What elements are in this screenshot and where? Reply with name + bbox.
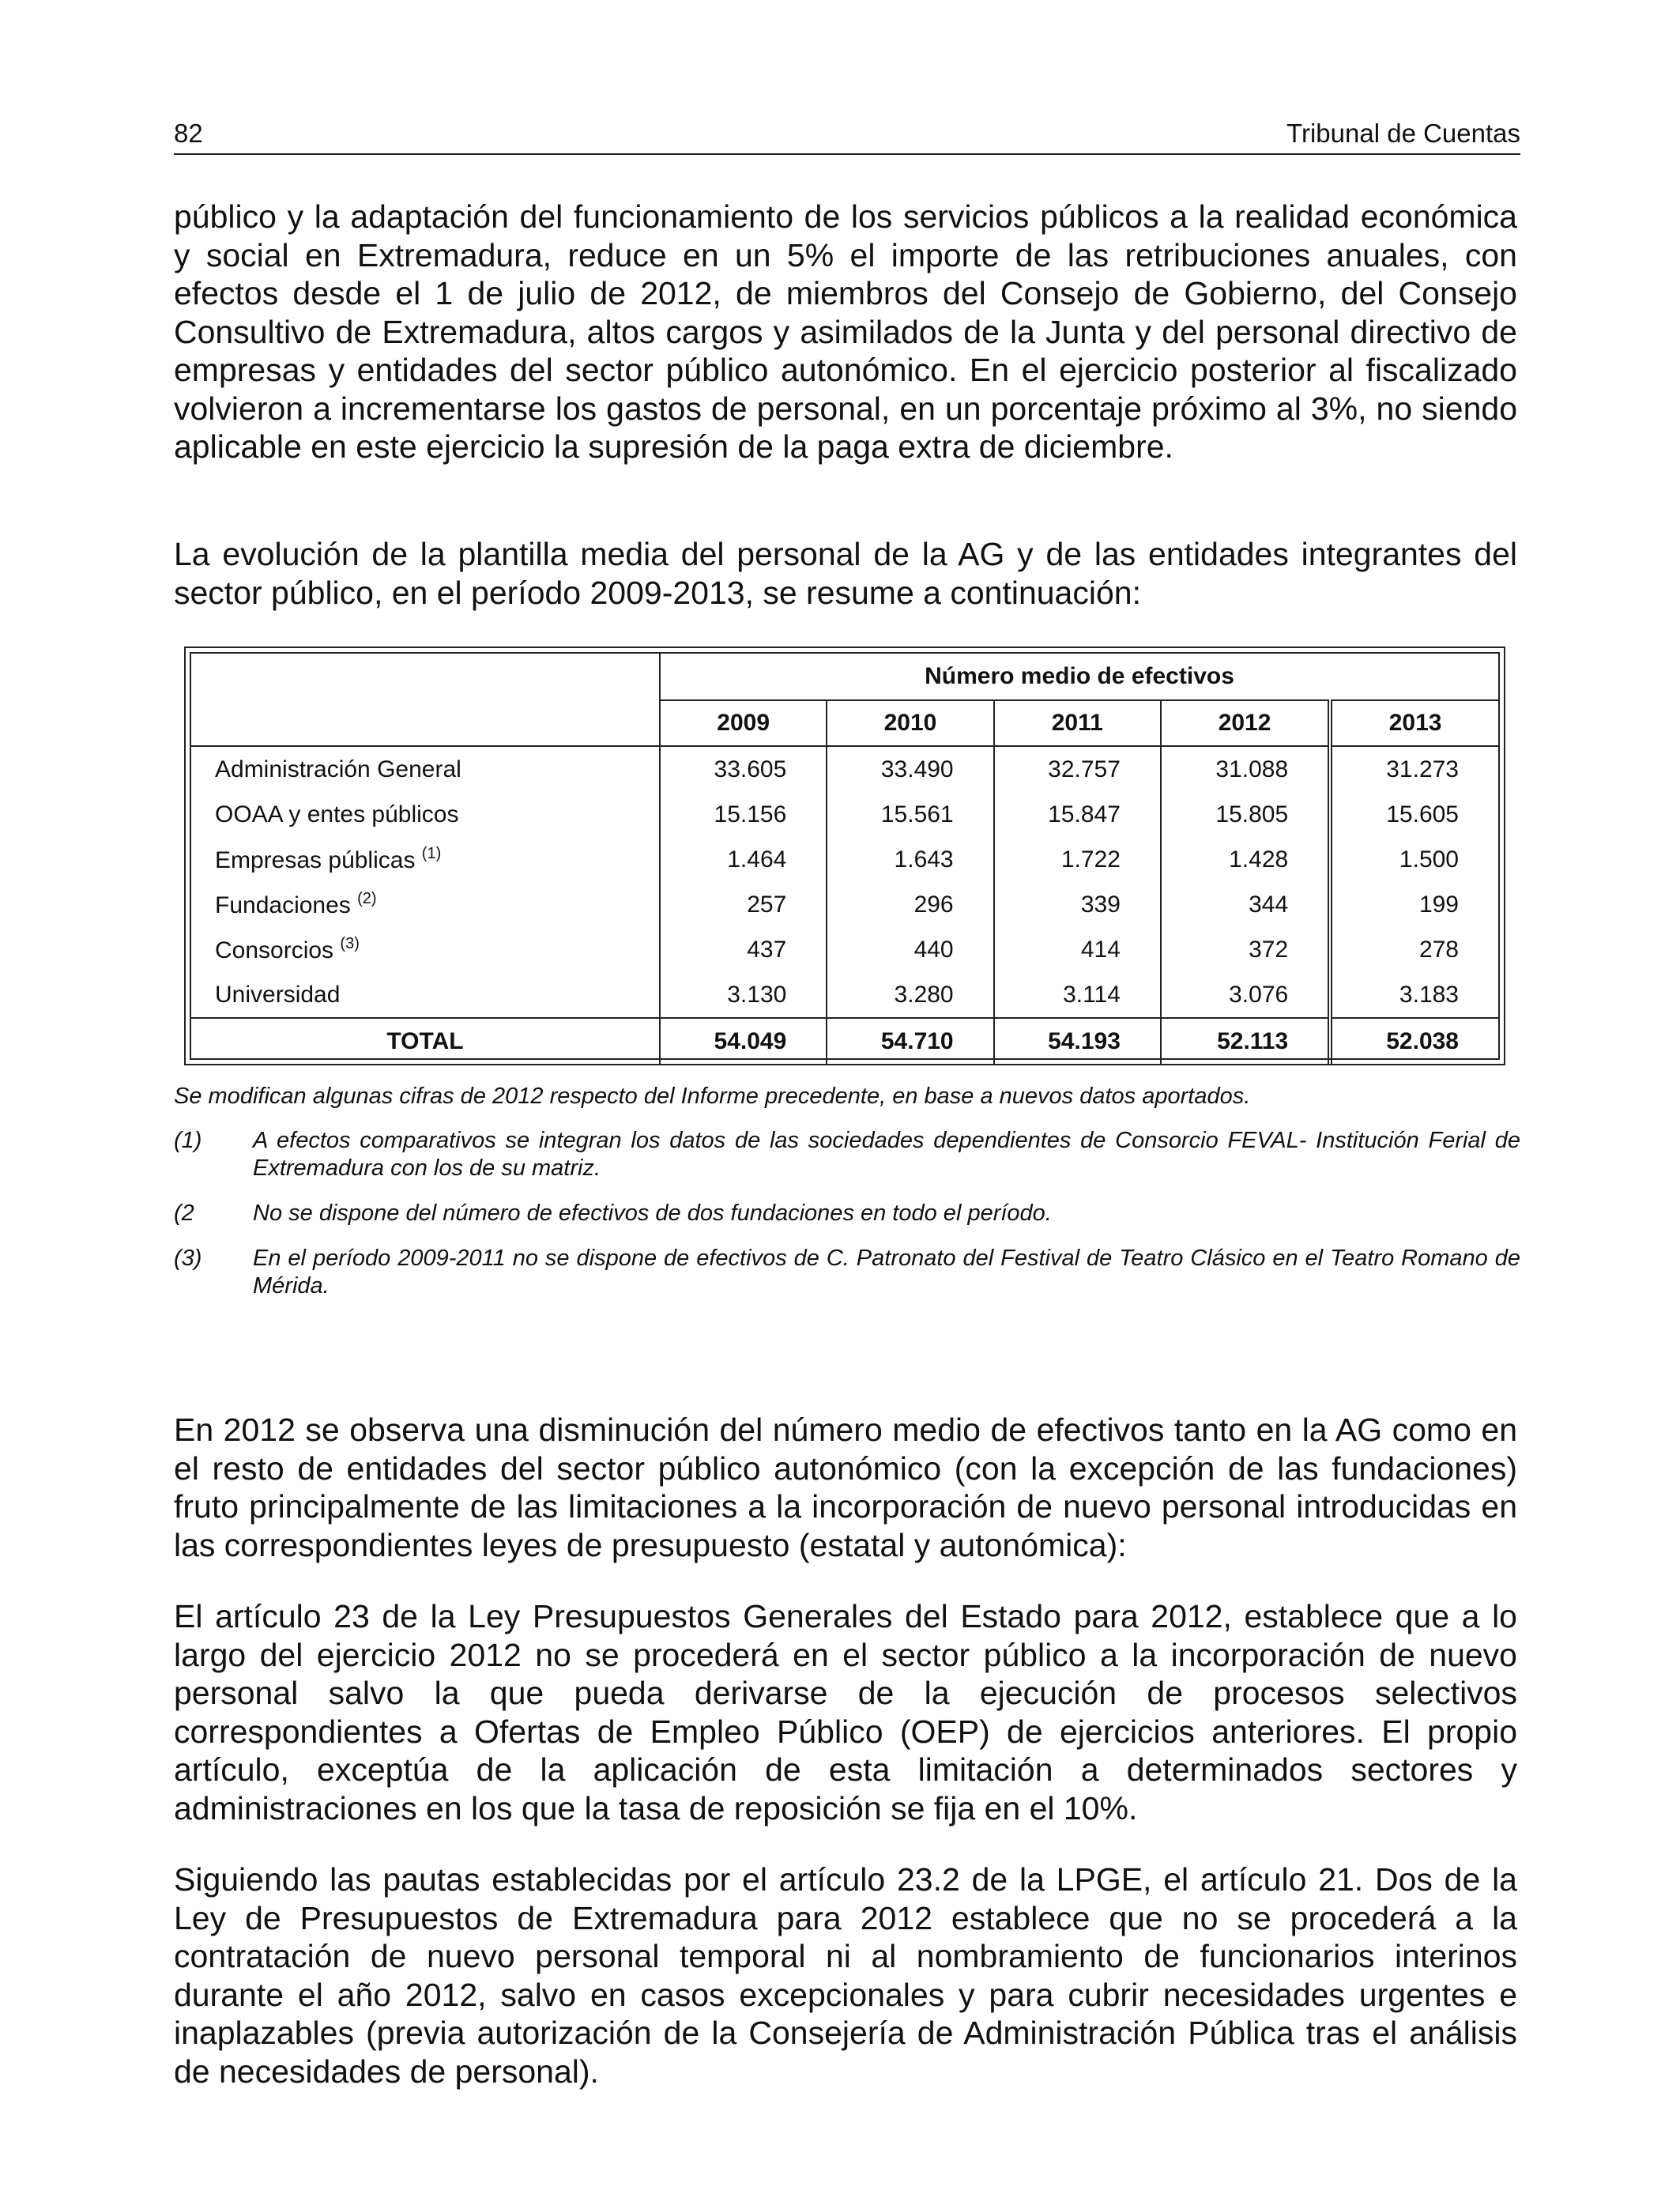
table-cell: 199 (1330, 882, 1498, 927)
table-cell: 440 (827, 927, 993, 972)
table-group-header: Número medio de efectivos (660, 654, 1498, 700)
year-header: 2011 (994, 700, 1161, 746)
table-row (191, 792, 1498, 837)
table-cell: 372 (1161, 927, 1330, 972)
total-cell: 52.038 (1330, 1018, 1498, 1065)
paragraph: En 2012 se observa una disminución del número medio de efectivos tanto en la AG como en el resto de entidades del sector público autonómico (con la excepción de las fundaciones) fruto principalmente de las limitaciones a la incorporación de nuevo personal introducidas en las correspondientes leyes de presupuesto (estatal y autonómica): (174, 1412, 1517, 1563)
total-cell: 54.710 (827, 1018, 993, 1065)
row-label: Fundaciones (215, 892, 351, 918)
table-cell: 3.280 (827, 972, 993, 1018)
table-cell: 1.722 (994, 837, 1161, 882)
year-header: 2012 (1161, 700, 1330, 746)
table-cell: 1.428 (1161, 837, 1330, 882)
table-cell: 32.757 (994, 746, 1161, 792)
footnote-text: En el período 2009-2011 no se dispone de efectivos de C. Patronato del Festival de Teatro Clásico en el Teatro Romano de Mérida. (253, 1246, 1520, 1299)
table-cell: 414 (994, 927, 1161, 972)
table-cell: 15.805 (1161, 792, 1330, 837)
table-cell: 296 (827, 882, 993, 927)
table-note: Se modifican algunas cifras de 2012 respecto del Informe precedente, en base a nuevos datos aportados. (174, 1084, 1251, 1109)
table-cell: 1.643 (827, 837, 993, 882)
table-row (191, 882, 1498, 927)
paragraph: público y la adaptación del funcionamiento de los servicios públicos a la realidad económica y social en Extremadura, reduce en un 5% el importe de las retribuciones anuales, con efectos desde el 1 de julio de 2012, de miembros del Consejo de Gobierno, del Consejo Consultivo de Extremadura, altos cargos y asimilados de la Junta y del personal directivo de empresas y entidades del sector público autonómico. En el ejercicio posterior al fiscalizado volvieron a incrementarse los gastos de personal, en un porcentaje próximo al 3%, no siendo aplicable en este ejercicio la supresión de la paga extra de diciembre. (174, 198, 1517, 465)
table-cell: 3.076 (1161, 972, 1330, 1018)
table-cell: 31.088 (1161, 746, 1330, 792)
table-cell: 3.183 (1330, 972, 1498, 1018)
footnote (174, 1127, 1520, 1184)
year-header: 2010 (827, 700, 993, 746)
footnote-ref: (3) (340, 935, 360, 952)
year-header: 2013 (1330, 700, 1498, 746)
footnote-text: No se dispone del número de efectivos de dos fundaciones en todo el período. (253, 1201, 1052, 1226)
table-row (191, 927, 1498, 972)
footnote (174, 1200, 1520, 1228)
table-corner (191, 654, 660, 746)
page-number: 82 (174, 119, 203, 148)
table-row (191, 746, 1498, 792)
table-cell: 15.561 (827, 792, 993, 837)
paragraph: El artículo 23 de la Ley Presupuestos Generales del Estado para 2012, establece que a lo largo del ejercicio 2012 no se procederá en el sector público a la incorporación de nuevo personal salvo la que pueda derivarse de la ejecución de procesos selectivos correspondientes a Ofertas de Empleo Público (OEP) de ejercicios anteriores. El propio artículo, exceptúa de la aplicación de esta limitación a determinados sectores y administraciones en los que la tasa de reposición se fija en el 10%. (174, 1598, 1517, 1826)
footnote-mark: (2 (174, 1201, 194, 1226)
row-label: OOAA y entes públicos (215, 801, 459, 827)
footnote-mark: (3) (174, 1246, 202, 1271)
table-cell: 437 (660, 927, 827, 972)
footnote-ref: (2) (357, 890, 377, 907)
year-header: 2009 (660, 700, 827, 746)
table-cell: 278 (1330, 927, 1498, 972)
table-cell: 31.273 (1330, 746, 1498, 792)
table-cell: 3.130 (660, 972, 827, 1018)
table-cell: 1.464 (660, 837, 827, 882)
table-cell: 33.490 (827, 746, 993, 792)
footnote-mark: (1) (174, 1128, 202, 1153)
table-cell: 257 (660, 882, 827, 927)
page-header (174, 115, 1520, 155)
total-cell: 54.049 (660, 1018, 827, 1065)
total-label: TOTAL (191, 1018, 660, 1065)
table-cell: 33.605 (660, 746, 827, 792)
table-cell: 344 (1161, 882, 1330, 927)
table-cell: 3.114 (994, 972, 1161, 1018)
table-row (191, 837, 1498, 882)
table-row (191, 972, 1498, 1018)
table-cell: 339 (994, 882, 1161, 927)
row-label: Empresas públicas (215, 847, 416, 873)
running-title: Tribunal de Cuentas (1286, 119, 1520, 148)
paragraph: La evolución de la plantilla media del personal de la AG y de las entidades integrantes del sector público, en el período 2009-2013, se resume a continuación: (174, 536, 1517, 611)
total-cell: 52.113 (1161, 1018, 1330, 1065)
row-label: Universidad (215, 981, 341, 1008)
row-label: Administración General (215, 756, 461, 782)
staff-table (184, 647, 1505, 1065)
table-cell: 15.847 (994, 792, 1161, 837)
staff-table-grid (191, 654, 1498, 1065)
paragraph: Siguiendo las pautas establecidas por el artículo 23.2 de la LPGE, el artículo 21. Dos de la Ley de Presupuestos de Extremadura para 2012 establece que no se procederá a la contratación de nuevo personal temporal ni al nombramiento de funcionarios interinos durante el año 2012, salvo en casos excepcionales y para cubrir necesidades urgentes e inaplazables (previa autorización de la Consejería de Administración Pública tras el análisis de necesidades de personal). (174, 1861, 1517, 2090)
table-cell: 15.605 (1330, 792, 1498, 837)
total-cell: 54.193 (994, 1018, 1161, 1065)
table-total-row (191, 1018, 1498, 1065)
footnote-ref: (1) (421, 845, 442, 862)
row-label: Consorcios (215, 937, 334, 963)
footnote-text: A efectos comparativos se integran los datos de las sociedades dependientes de Consorcio FEVAL- Institución Ferial de Extremadura con los de su matriz. (253, 1128, 1520, 1181)
table-cell: 1.500 (1330, 837, 1498, 882)
table-cell: 15.156 (660, 792, 827, 837)
footnote (174, 1245, 1520, 1302)
